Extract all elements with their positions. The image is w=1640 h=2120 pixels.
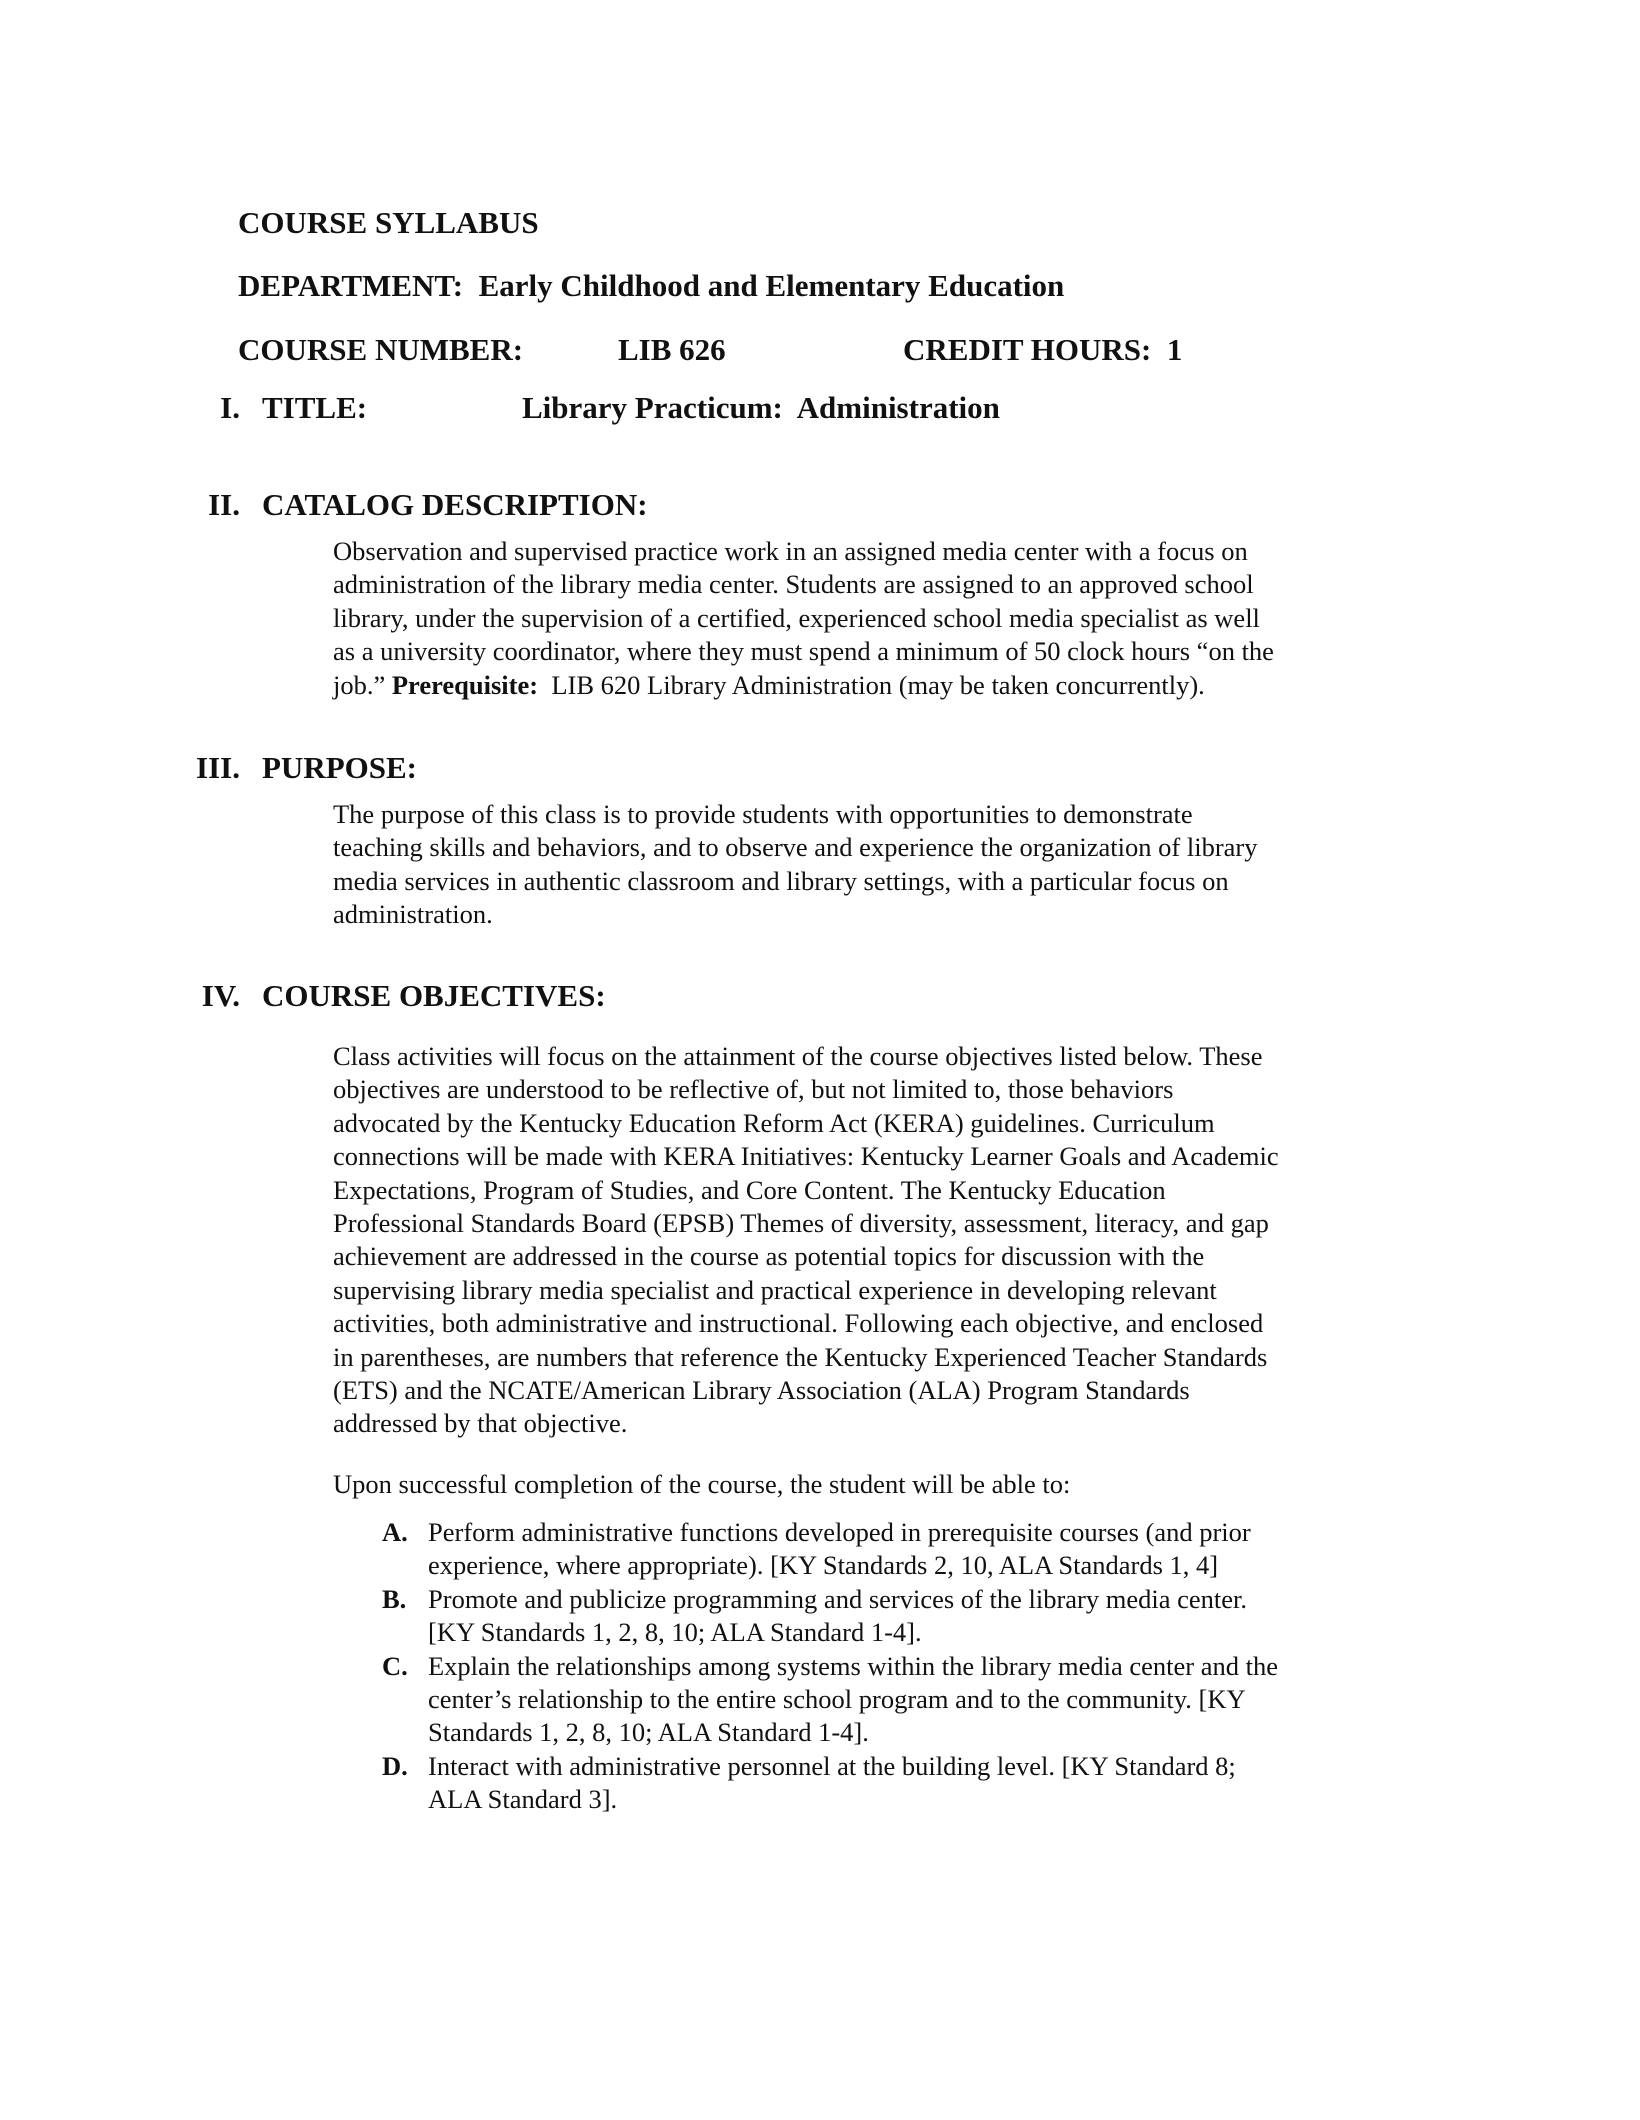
objective-line: Standards 1, 2, 8, 10; ALA Standard 1-4]. bbox=[428, 1717, 869, 1748]
credit-hours-value: 1 bbox=[1166, 332, 1183, 367]
objective-line: Perform administrative functions developed in prerequisite courses (and prior bbox=[428, 1517, 1251, 1547]
objectives-intro-line: addressed by that objective. bbox=[333, 1408, 628, 1439]
objectives-intro-line: supervising library media specialist and practical experience in developing relevant bbox=[333, 1274, 1217, 1305]
objectives-intro-line: advocated by the Kentucky Education Reform Act (KERA) guidelines. Curriculum bbox=[333, 1107, 1215, 1138]
objective-item bbox=[382, 1583, 1392, 1650]
credit-hours bbox=[903, 332, 1182, 368]
credit-hours-label: CREDIT HOURS: bbox=[903, 332, 1152, 367]
catalog-line: administration of the library media center. Students are assigned to an approved school bbox=[333, 569, 1254, 600]
objectives-intro-line: Expectations, Program of Studies, and Core Content. The Kentucky Education bbox=[333, 1174, 1166, 1205]
course-title-right: Administration bbox=[796, 390, 1000, 425]
catalog-line: Observation and supervised practice work in an assigned media center with a focus on bbox=[333, 536, 1248, 566]
objective-line: Explain the relationships among systems within the library media center and the bbox=[428, 1650, 1278, 1681]
objectives-intro-line: in parentheses, are numbers that reference the Kentucky Experienced Teacher Standards bbox=[333, 1341, 1268, 1372]
purpose-line: The purpose of this class is to provide students with opportunities to demonstrate bbox=[333, 799, 1193, 829]
section-heading-title: TITLE: bbox=[262, 390, 368, 425]
objective-letter: B. bbox=[382, 1583, 407, 1614]
purpose-line: administration. bbox=[333, 899, 493, 930]
catalog-last-start: job.” bbox=[333, 669, 386, 700]
section-heading-catalog: CATALOG DESCRIPTION: bbox=[262, 487, 648, 522]
course-title-value bbox=[522, 390, 1000, 426]
syllabus-title: COURSE SYLLABUS bbox=[238, 205, 539, 240]
objectives-intro-line: objectives are understood to be reflective of, but not limited to, those behaviors bbox=[333, 1074, 1174, 1105]
objective-item bbox=[382, 1516, 1392, 1583]
purpose-text bbox=[333, 798, 1393, 932]
purpose-line: media services in authentic classroom and library settings, with a particular focus on bbox=[333, 865, 1229, 896]
catalog-line-last bbox=[333, 669, 1393, 702]
course-number-label: COURSE NUMBER: bbox=[238, 332, 524, 367]
section-heading-purpose: PURPOSE: bbox=[262, 750, 417, 785]
catalog-description bbox=[333, 535, 1393, 702]
objective-line: Interact with administrative personnel at the building level. [KY Standard 8; bbox=[428, 1750, 1236, 1781]
objectives-intro-line: Class activities will focus on the attainment of the course objectives listed below. These bbox=[333, 1041, 1263, 1071]
objective-line: experience, where appropriate). [KY Standards 2, 10, ALA Standards 1, 4] bbox=[428, 1550, 1219, 1581]
objective-letter: A. bbox=[382, 1517, 408, 1547]
objective-letter: D. bbox=[382, 1750, 408, 1781]
objectives-lead-in: Upon successful completion of the course, the student will be able to: bbox=[333, 1469, 1071, 1499]
objective-line: center’s relationship to the entire school program and to the community. [KY bbox=[428, 1684, 1246, 1715]
catalog-line: library, under the supervision of a certified, experienced school media specialist as well bbox=[333, 602, 1260, 633]
objective-line: [KY Standards 1, 2, 8, 10; ALA Standard 1-4]. bbox=[428, 1617, 922, 1648]
objectives-intro bbox=[333, 1040, 1393, 1441]
catalog-line: as a university coordinator, where they must spend a minimum of 50 clock hours “on the bbox=[333, 636, 1274, 667]
department-value: Early Childhood and Elementary Education bbox=[478, 268, 1065, 303]
objective-item bbox=[382, 1650, 1392, 1750]
section-number-catalog: II. bbox=[208, 487, 240, 522]
objective-item bbox=[382, 1750, 1392, 1817]
objectives-intro-line: activities, both administrative and instructional. Following each objective, and enclosed bbox=[333, 1308, 1264, 1339]
objective-letter: C. bbox=[382, 1650, 408, 1681]
prerequisite-label: Prerequisite: bbox=[391, 669, 539, 700]
objectives-intro-line: achievement are addressed in the course as potential topics for discussion with the bbox=[333, 1241, 1205, 1272]
objectives-list bbox=[382, 1516, 1392, 1817]
purpose-line: teaching skills and behaviors, and to observe and experience the organization of library bbox=[333, 832, 1258, 863]
section-number-title: I. bbox=[220, 390, 240, 425]
course-title-left: Library Practicum: bbox=[522, 390, 783, 425]
department-line bbox=[238, 268, 1064, 304]
section-heading-objectives: COURSE OBJECTIVES: bbox=[262, 978, 606, 1013]
objectives-intro-line: (ETS) and the NCATE/American Library Association (ALA) Program Standards bbox=[333, 1375, 1190, 1406]
objective-line: Promote and publicize programming and services of the library media center. bbox=[428, 1583, 1248, 1614]
section-number-objectives: IV. bbox=[201, 978, 240, 1013]
course-number-value: LIB 626 bbox=[618, 332, 726, 367]
department-label: DEPARTMENT: bbox=[238, 268, 464, 303]
objective-line: ALA Standard 3]. bbox=[428, 1784, 618, 1815]
section-number-purpose: III. bbox=[196, 750, 240, 785]
objectives-intro-line: Professional Standards Board (EPSB) Themes of diversity, assessment, literacy, and gap bbox=[333, 1208, 1269, 1239]
prerequisite-text: LIB 620 Library Administration (may be taken concurrently). bbox=[551, 669, 1205, 700]
objectives-intro-line: connections will be made with KERA Initiatives: Kentucky Learner Goals and Academic bbox=[333, 1141, 1279, 1172]
